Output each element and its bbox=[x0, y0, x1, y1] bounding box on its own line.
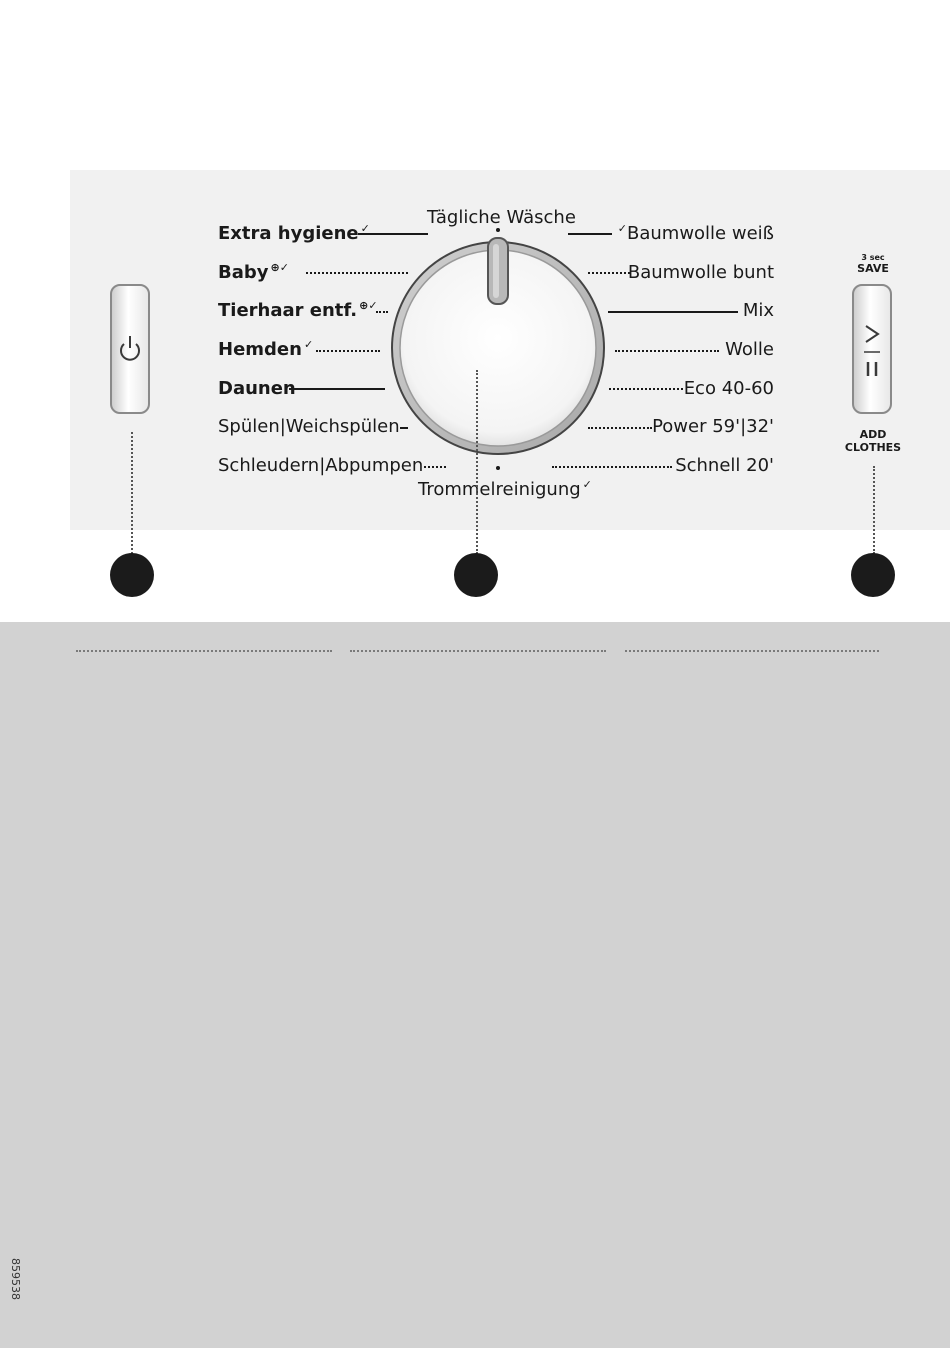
program-power: Power 59'|32' bbox=[652, 416, 774, 437]
dotted-divider bbox=[625, 650, 879, 652]
program-trommelreinigung: Trommelreinigung ✓ bbox=[418, 478, 592, 500]
callout-marker bbox=[110, 553, 154, 597]
dotted-divider bbox=[350, 650, 606, 652]
leader-line bbox=[552, 466, 672, 468]
steam-stain-icon: ⊕✓ bbox=[359, 299, 378, 312]
stain-icon: ✓ bbox=[617, 222, 627, 235]
program-baumwolle-bunt: Baumwolle bunt bbox=[627, 262, 774, 283]
program-dial[interactable] bbox=[380, 226, 616, 462]
program-daunen: Daunen bbox=[218, 378, 296, 399]
power-button[interactable] bbox=[110, 284, 150, 414]
callout-marker bbox=[454, 553, 498, 597]
program-eco: Eco 40-60 bbox=[683, 378, 774, 399]
connector-line bbox=[131, 432, 133, 554]
dial-marker bbox=[496, 466, 500, 470]
description-area bbox=[0, 622, 950, 1348]
leader-line bbox=[289, 388, 385, 390]
program-schnell: Schnell 20' bbox=[675, 455, 774, 476]
program-wolle: Wolle bbox=[725, 339, 774, 360]
callout-marker bbox=[851, 553, 895, 597]
program-baby: Baby ⊕✓ bbox=[218, 261, 289, 283]
program-mix: Mix bbox=[742, 300, 774, 321]
play-pause-icon bbox=[854, 286, 890, 412]
leader-line bbox=[424, 466, 446, 468]
leader-line bbox=[608, 311, 738, 313]
leader-line bbox=[316, 350, 380, 352]
add-clothes-label: ADD CLOTHES bbox=[844, 428, 902, 454]
program-tierhaar: Tierhaar entf. ⊕✓ bbox=[218, 299, 378, 321]
leader-line bbox=[609, 388, 683, 390]
leader-line bbox=[615, 350, 719, 352]
save-label: 3 sec SAVE bbox=[857, 253, 889, 275]
program-hemden: Hemden ✓ bbox=[218, 338, 314, 360]
dotted-divider bbox=[76, 650, 332, 652]
program-schleudern: Schleudern|Abpumpen bbox=[218, 455, 424, 476]
document-number: 859538 bbox=[9, 1258, 22, 1300]
steam-stain-icon: ⊕✓ bbox=[270, 261, 289, 274]
program-taegliche-waesche: Tägliche Wäsche bbox=[427, 207, 576, 228]
program-baumwolle-weiss: ✓Baumwolle weiß bbox=[617, 222, 774, 244]
stain-icon: ✓ bbox=[360, 222, 370, 235]
power-icon bbox=[112, 286, 148, 412]
stain-icon: ✓ bbox=[582, 478, 592, 491]
program-extra-hygiene: Extra hygiene ✓ bbox=[218, 222, 370, 244]
stain-icon: ✓ bbox=[303, 338, 314, 351]
dial-marker bbox=[496, 228, 500, 232]
program-spuelen: Spülen|Weichspülen bbox=[218, 416, 400, 437]
start-pause-button[interactable] bbox=[852, 284, 892, 414]
connector-line bbox=[476, 370, 478, 554]
connector-line bbox=[873, 466, 875, 554]
